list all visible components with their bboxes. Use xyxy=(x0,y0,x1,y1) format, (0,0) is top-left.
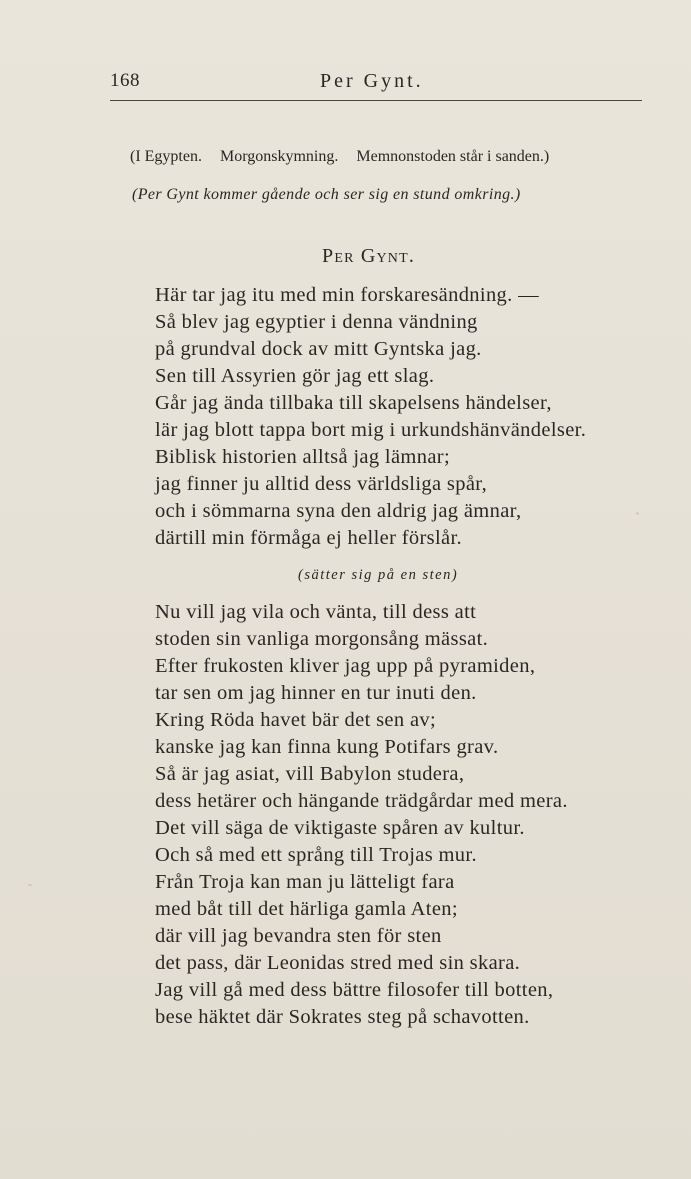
verse-line: dess hetärer och hängande trädgårdar med mera. xyxy=(155,790,568,812)
page-header xyxy=(110,70,642,100)
verse-line: på grundval dock av mitt Gyntska jag. xyxy=(155,338,482,360)
verse-block-2 xyxy=(155,599,568,1031)
verse-line: och i sömmarna syna den aldrig jag ämnar, xyxy=(155,500,522,522)
verse-line: Kring Röda havet bär det sen av; xyxy=(155,709,437,731)
verse-line: Det vill säga de viktigaste spåren av kultur. xyxy=(155,817,525,839)
verse-block-1 xyxy=(155,282,586,552)
verse-line: bese häktet där Sokrates steg på schavotten. xyxy=(155,1006,530,1028)
verse-line: Efter frukosten kliver jag upp på pyramiden, xyxy=(155,655,536,677)
page-number: 168 xyxy=(110,70,140,91)
verse-line: Biblisk historien alltså jag lämnar; xyxy=(155,446,450,468)
verse-line: jag finner ju alltid dess världsliga spår, xyxy=(155,473,488,495)
verse-line: där vill jag bevandra sten för sten xyxy=(155,925,442,947)
verse-line: Går jag ända tillbaka till skapelsens händelser, xyxy=(155,392,552,414)
running-head: Per Gynt. xyxy=(320,70,424,92)
paper-speck xyxy=(28,884,32,886)
verse-line: Och så med ett språng till Trojas mur. xyxy=(155,844,477,866)
verse-line: därtill min förmåga ej heller förslår. xyxy=(155,527,463,549)
paper-speck xyxy=(636,512,639,515)
speaker-name: Per Gynt. xyxy=(322,245,416,267)
verse-line: Så är jag asiat, vill Babylon studera, xyxy=(155,763,465,785)
verse-line: tar sen om jag hinner en tur inuti den. xyxy=(155,682,477,704)
verse-line: Från Troja kan man ju lätteligt fara xyxy=(155,871,455,893)
stage-direction xyxy=(130,148,563,166)
verse-line: Nu vill jag vila och vänta, till dess att xyxy=(155,601,477,623)
stage-direction-italic: (Per Gynt kommer gående och ser sig en stund omkring.) xyxy=(132,186,521,203)
verse-line: Sen till Assyrien gör jag ett slag. xyxy=(155,365,435,387)
stage-direction-part: (I Egypten. xyxy=(130,148,202,165)
verse-line: Här tar jag itu med min forskaresändning. — xyxy=(155,284,539,306)
stage-direction-part: Morgonskymning. xyxy=(219,148,339,165)
verse-line: med båt till det härliga gamla Aten; xyxy=(155,898,458,920)
verse-line: Jag vill gå med dess bättre filosofer till botten, xyxy=(155,979,554,1001)
verse-line: det pass, där Leonidas stred med sin skara. xyxy=(155,952,521,974)
verse-line: kanske jag kan finna kung Potifars grav. xyxy=(155,736,499,758)
verse-line: stoden sin vanliga morgonsång mässat. xyxy=(155,628,489,650)
header-rule xyxy=(110,100,642,101)
verse-line: lär jag blott tappa bort mig i urkundshänvändelser. xyxy=(155,419,587,441)
stage-direction-part: Memnonstoden står i sanden.) xyxy=(356,148,550,165)
inline-stage-direction: (sätter sig på en sten) xyxy=(298,567,459,583)
verse-line: Så blev jag egyptier i denna vändning xyxy=(155,311,478,333)
